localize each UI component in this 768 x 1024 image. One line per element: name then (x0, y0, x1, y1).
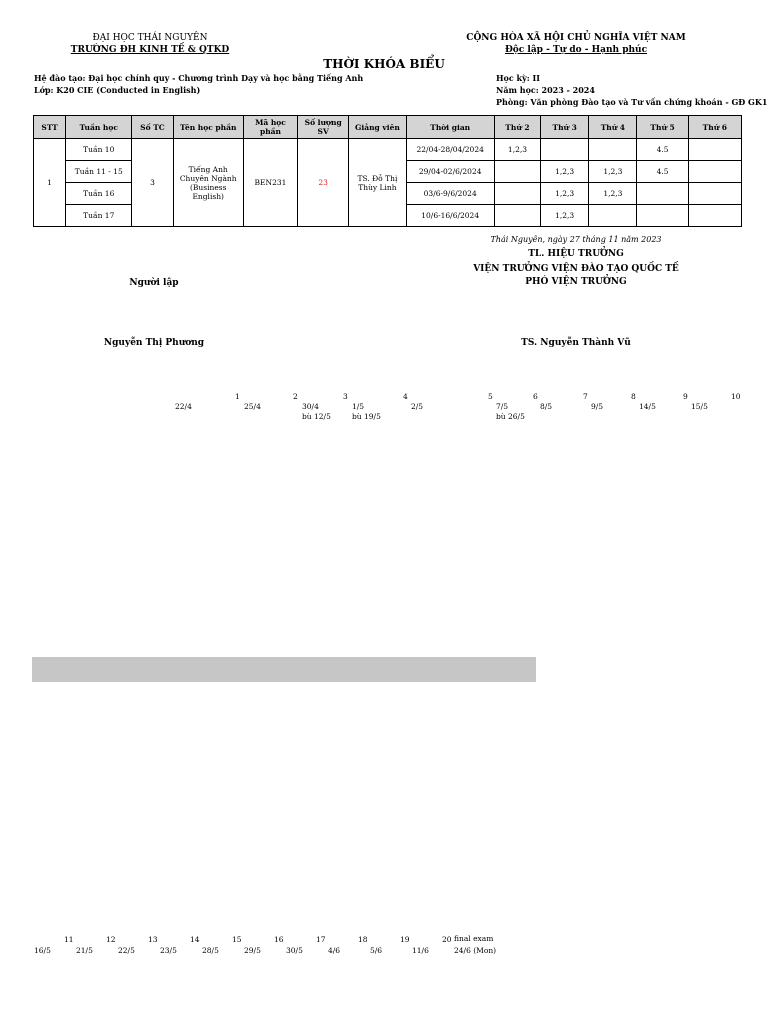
date-place: Thái Nguyên, ngày 27 tháng 11 năm 2023 (490, 235, 662, 244)
nation-motto: Độc lập - Tự do - Hạnh phúc (504, 45, 648, 55)
week-cell: Tuần 11 - 15 (66, 161, 132, 183)
session-date: 16/5 (34, 946, 51, 955)
header-tue: Thứ 3 (541, 116, 589, 139)
university-name: ĐẠI HỌC THÁI NGUYÊN (92, 33, 208, 43)
mon-cell (494, 205, 540, 227)
header-time: Thời gian (406, 116, 494, 139)
session-number: 20 (442, 935, 452, 944)
session-number: 18 (358, 935, 368, 944)
session-number: 12 (106, 935, 116, 944)
session-date: 9/5 (591, 402, 604, 411)
session-number: 4 (403, 392, 408, 401)
session-date: 22/4 (175, 402, 192, 411)
session-number: 10 (731, 392, 741, 401)
week-cell: Tuần 16 (66, 183, 132, 205)
students-cell: 23 (298, 139, 349, 227)
school-name: TRƯỜNG ĐH KINH TẾ & QTKD (70, 45, 230, 55)
session-date: 14/5 (639, 402, 656, 411)
session-date: 25/4 (244, 402, 261, 411)
session-number: 8 (631, 392, 636, 401)
tue-cell: 1,2,3 (541, 205, 589, 227)
session-number: 14 (190, 935, 200, 944)
session-number: 11 (64, 935, 74, 944)
session-date: 5/6 (370, 946, 383, 955)
header-week: Tuần học (66, 116, 132, 139)
session-date: 28/5 (202, 946, 219, 955)
session-date: 30/4 (302, 402, 319, 411)
header-wed: Thứ 4 (589, 116, 637, 139)
header-thu: Thứ 5 (637, 116, 688, 139)
session-date: 29/5 (244, 946, 261, 955)
signer-name: TS. Nguyễn Thành Vũ (521, 338, 631, 348)
makeup-date: bù 12/5 (302, 412, 331, 421)
session-number: 2 (293, 392, 298, 401)
header-students: Số lượng SV (298, 116, 349, 139)
session-date: 8/5 (540, 402, 553, 411)
thu-cell (637, 183, 688, 205)
session-date: 22/5 (118, 946, 135, 955)
year-info: Năm học: 2023 - 2024 (496, 85, 595, 95)
session-number: 19 (400, 935, 410, 944)
session-date: 1/5 (352, 402, 365, 411)
header-lecturer: Giảng viên (349, 116, 406, 139)
session-date: 23/5 (160, 946, 177, 955)
preparer-name: Nguyễn Thị Phương (103, 338, 205, 348)
signer-title-1: TL. HIỆU TRƯỞNG (528, 249, 624, 259)
tue-cell: 1,2,3 (541, 161, 589, 183)
session-number: 16 (274, 935, 284, 944)
header-credits: Số TC (132, 116, 173, 139)
credits-cell: 3 (132, 139, 173, 227)
stt-cell: 1 (34, 139, 66, 227)
fri-cell (688, 183, 741, 205)
course-code-cell: BEN231 (243, 139, 297, 227)
preparer-title: Người lập (129, 278, 179, 288)
session-number: 7 (583, 392, 588, 401)
fri-cell (688, 139, 741, 161)
session-date: 4/6 (328, 946, 341, 955)
wed-cell: 1,2,3 (589, 161, 637, 183)
session-date: 30/5 (286, 946, 303, 955)
header-course-name: Tên học phần (173, 116, 243, 139)
session-number: 3 (343, 392, 348, 401)
fri-cell (688, 161, 741, 183)
wed-cell (589, 139, 637, 161)
room-info: Phòng: Văn phòng Đào tạo và Tư vấn chứng khoán - GĐ GK1 (496, 97, 768, 107)
session-date: 21/5 (76, 946, 93, 955)
session-number: 17 (316, 935, 326, 944)
week-cell: Tuần 17 (66, 205, 132, 227)
table-row (34, 139, 742, 161)
exam-date: 24/6 (Mon) (454, 946, 497, 955)
session-date: 11/6 (412, 946, 429, 955)
tue-cell (541, 139, 589, 161)
time-cell: 03/6-9/6/2024 (406, 183, 494, 205)
session-date: 7/5 (496, 402, 509, 411)
makeup-date: bù 19/5 (352, 412, 381, 421)
session-number: 6 (533, 392, 538, 401)
signer-title-2: VIỆN TRƯỞNG VIỆN ĐÀO TẠO QUỐC TẾ (473, 264, 679, 274)
course-name-cell: Tiếng Anh Chuyên Ngành (Business English) (173, 139, 243, 227)
program-info: Hệ đào tạo: Đại học chính quy - Chương trình Dạy và học bằng Tiếng Anh (34, 73, 364, 83)
session-number: 15 (232, 935, 242, 944)
thu-cell: 4.5 (637, 161, 688, 183)
header-course-code: Mã học phần (243, 116, 297, 139)
mon-cell (494, 183, 540, 205)
session-date: 15/5 (691, 402, 708, 411)
time-cell: 10/6-16/6/2024 (406, 205, 494, 227)
grey-bar (32, 657, 536, 682)
makeup-date: bù 26/5 (496, 412, 525, 421)
wed-cell (589, 205, 637, 227)
mon-cell: 1,2,3 (494, 139, 540, 161)
lecturer-cell: TS. Đỗ Thị Thùy Linh (349, 139, 406, 227)
exam-label: final exam (454, 934, 494, 943)
thu-cell (637, 205, 688, 227)
session-number: 5 (488, 392, 493, 401)
tue-cell: 1,2,3 (541, 183, 589, 205)
semester-info: Học kỳ: II (496, 73, 540, 83)
timetable (33, 115, 742, 227)
class-info: Lớp: K20 CIE (Conducted in English) (34, 85, 201, 95)
header-stt: STT (34, 116, 66, 139)
time-cell: 22/04-28/04/2024 (406, 139, 494, 161)
header-fri: Thứ 6 (688, 116, 741, 139)
thu-cell: 4.5 (637, 139, 688, 161)
page-title: THỜI KHÓA BIỂU (323, 57, 445, 71)
session-number: 13 (148, 935, 158, 944)
header-mon: Thứ 2 (494, 116, 540, 139)
week-cell: Tuần 10 (66, 139, 132, 161)
mon-cell (494, 161, 540, 183)
session-date: 2/5 (411, 402, 424, 411)
nation-title: CỘNG HÒA XÃ HỘI CHỦ NGHĨA VIỆT NAM (466, 33, 686, 43)
session-number: 1 (235, 392, 240, 401)
table-header-row (34, 116, 742, 139)
wed-cell: 1,2,3 (589, 183, 637, 205)
fri-cell (688, 205, 741, 227)
time-cell: 29/04-02/6/2024 (406, 161, 494, 183)
session-number: 9 (683, 392, 688, 401)
signer-title-3: PHÓ VIỆN TRƯỞNG (525, 277, 627, 287)
